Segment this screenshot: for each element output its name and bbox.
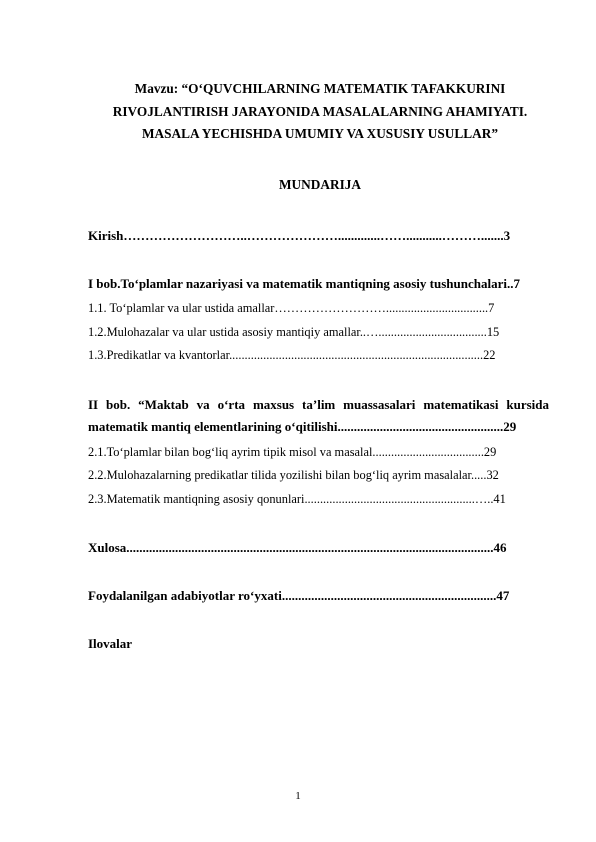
toc-entry-intro: Kirish………………………..………………….............……...........……….......3: [88, 228, 511, 243]
chapter-2-line-1: II bob. “Maktab va o‘rta maxsus ta’lim muassasalari matematikasi kursida: [88, 397, 549, 412]
title-line-3: MASALA YECHISHDA UMUMIY VA XUSUSIY USULLAR”: [142, 126, 498, 141]
toc-entry-conclusion: Xulosa.................................................................................................................46: [88, 540, 507, 555]
page-number: 1: [295, 790, 301, 802]
toc-entry-section-2-2: 2.2.Mulohazalarning predikatlar tilida yozilishi bilan bog‘liq ayrim masalalar.....32: [88, 468, 499, 482]
toc-entry-chapter-1: I bob.To‘plamlar nazariyasi va matematik mantiqning asosiy tushunchalari..7: [88, 276, 520, 291]
toc-entry-chapter-2: [88, 394, 549, 438]
contents-heading: MUNDARIJA: [279, 177, 361, 192]
toc-entry-section-1-1: 1.1. To‘plamlar va ular ustida amallar……………………….................................7: [88, 301, 495, 315]
document-title: [80, 78, 560, 146]
toc-entry-references: Foydalanilgan adabiyotlar ro‘yxati..................................................................47: [88, 588, 510, 603]
toc-entry-section-1-3: 1.3.Predikatlar va kvantorlar..................................................................................22: [88, 348, 496, 362]
toc-entry-appendix: Ilovalar: [88, 636, 133, 651]
chapter-2-line-2: matematik mantiq elementlarining o‘qitilishi...................................................29: [88, 419, 517, 434]
toc-entry-section-2-1: 2.1.To‘plamlar bilan bog‘liq ayrim tipik misol va masalal....................................29: [88, 445, 497, 459]
title-line-2: RIVOJLANTIRISH JARAYONIDA MASALALARNING AHAMIYATI.: [112, 103, 528, 119]
toc-entry-section-2-3: 2.3.Matematik mantiqning asosiy qonunlari.......................................................…..41: [88, 492, 506, 506]
toc-entry-section-1-2: 1.2.Mulohazalar va ular ustida asosiy mantiqiy amallar..…...................................15: [88, 325, 500, 339]
title-line-1: Mavzu: “O‘QUVCHILARNING MATEMATIK TAFAKKURINI: [134, 81, 506, 96]
